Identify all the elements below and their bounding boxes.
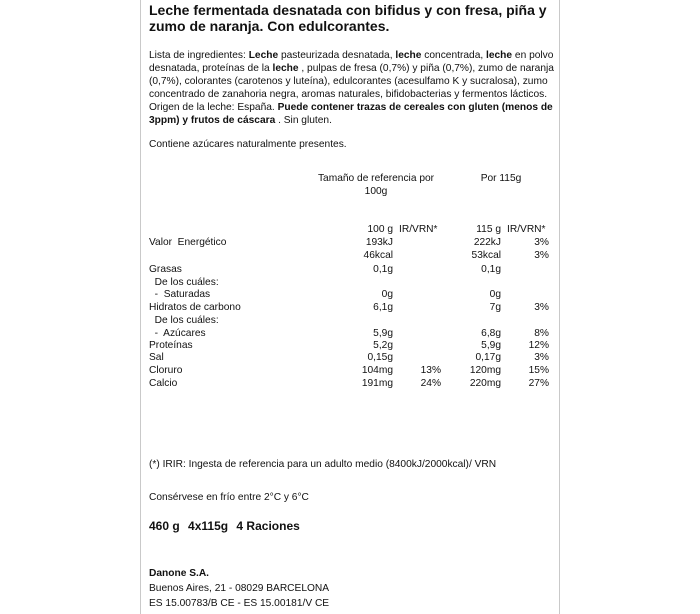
product-title: Leche fermentada desnatada con bifidus y con fresa, piña y zumo de naranja. Con edulcorantes. bbox=[149, 2, 547, 34]
ir-115g: 3% bbox=[534, 250, 549, 261]
nutrient-label: Sal bbox=[149, 352, 164, 363]
ingredient-allergen: leche bbox=[272, 63, 299, 74]
company-info bbox=[149, 566, 329, 611]
nutrient-label: Hidratos de carbono bbox=[149, 302, 241, 313]
ingredient-allergen: leche bbox=[395, 50, 422, 61]
nutrient-label: Valor Energético bbox=[149, 237, 227, 248]
ir-115g: 12% bbox=[528, 340, 549, 351]
nutrient-label: Calcio bbox=[149, 378, 178, 389]
nutrient-label: Grasas bbox=[149, 264, 182, 275]
company-name: Danone S.A. bbox=[149, 568, 210, 579]
value-115g: 5,9g bbox=[481, 340, 501, 351]
portion-header: Por 115g bbox=[480, 173, 522, 184]
ingredient-text: en polvo desnatada, proteínas de la bbox=[149, 50, 554, 74]
column-header-100g: 100 g bbox=[367, 224, 393, 235]
reference-size-header: Tamaño de referencia por 100g bbox=[317, 173, 435, 197]
ir-115g: 8% bbox=[534, 328, 549, 339]
value-115g: 53kcal bbox=[471, 250, 501, 261]
value-115g: 220mg bbox=[469, 378, 501, 389]
value-115g: 0,1g bbox=[481, 264, 501, 275]
value-100g: 0,1g bbox=[373, 264, 393, 275]
ingredient-allergen: Leche bbox=[248, 50, 279, 61]
value-115g: 120mg bbox=[469, 365, 501, 376]
ingredients-list bbox=[149, 49, 557, 127]
value-100g: 193kJ bbox=[365, 237, 393, 248]
nutrient-label: Cloruro bbox=[149, 365, 183, 376]
company-address: Buenos Aires, 21 - 08029 BARCELONA bbox=[149, 583, 330, 594]
reference-intake-note: (*) IRIR: Ingesta de referencia para un adulto medio (8400kJ/2000kcal)/ VRN bbox=[149, 459, 497, 470]
value-100g: 191mg bbox=[361, 378, 393, 389]
nutrient-label: - Azúcares bbox=[149, 328, 206, 339]
servings: 4 Raciones bbox=[236, 519, 300, 533]
ingredient-text: . Sin gluten. bbox=[275, 115, 332, 126]
ir-115g: 3% bbox=[534, 352, 549, 363]
ir-100g: 24% bbox=[420, 378, 441, 389]
value-100g: 104mg bbox=[361, 365, 393, 376]
column-header-ir-100g: IR/VRN* bbox=[399, 224, 438, 235]
ingredient-text: Lista de ingredientes: bbox=[149, 50, 249, 61]
ingredient-text: pasteurizada desnatada, bbox=[278, 50, 396, 61]
value-100g: 0,15g bbox=[367, 352, 393, 363]
value-115g: 0,17g bbox=[475, 352, 501, 363]
storage-instructions: Consérvese en frío entre 2°C y 6°C bbox=[149, 492, 309, 503]
value-115g: 0g bbox=[489, 289, 501, 300]
ingredient-allergen: Puede contener trazas de cereales con gluten (menos de 3ppm) y frutos de cáscara bbox=[149, 102, 553, 126]
value-100g: 46kcal bbox=[363, 250, 393, 261]
value-115g: 6,8g bbox=[481, 328, 501, 339]
value-100g: 5,9g bbox=[373, 328, 393, 339]
value-100g: 0g bbox=[381, 289, 393, 300]
value-115g: 7g bbox=[489, 302, 501, 313]
ir-115g: 27% bbox=[528, 378, 549, 389]
nutrient-label: Proteínas bbox=[149, 340, 193, 351]
ir-115g: 3% bbox=[534, 237, 549, 248]
nutrient-label: De los cuáles: bbox=[149, 277, 219, 288]
nutrient-label: De los cuáles: bbox=[149, 315, 219, 326]
sugars-note: Contiene azúcares naturalmente presentes. bbox=[149, 139, 347, 150]
column-header-115g: 115 g bbox=[476, 224, 501, 235]
package-info bbox=[149, 519, 305, 533]
value-115g: 222kJ bbox=[473, 237, 501, 248]
ir-100g: 13% bbox=[420, 365, 441, 376]
column-header-ir-115g: IR/VRN* bbox=[507, 224, 546, 235]
nutrient-label: - Saturadas bbox=[149, 289, 211, 300]
value-100g: 5,2g bbox=[373, 340, 393, 351]
ir-115g: 3% bbox=[534, 302, 549, 313]
ingredient-text: , pulpas de fresa (0,7%) y piña (0,7%), zumo de naranja (0,7%), colorantes (carotenos y luteína), edulcorantes (acesulfamo K y sucralosa), zumo concentrado de zanahoria negra, aromas naturales, bifidobacterias y fermentos lácticos. Origen de la leche: España. bbox=[149, 63, 554, 113]
product-label bbox=[140, 0, 560, 614]
ingredient-text: concentrada, bbox=[421, 50, 487, 61]
unit-count: 4x115g bbox=[188, 519, 229, 533]
company-registry: ES 15.00783/B CE - ES 15.00181/V CE bbox=[149, 598, 330, 609]
ir-115g: 15% bbox=[528, 365, 549, 376]
value-100g: 6,1g bbox=[373, 302, 393, 313]
ingredient-allergen: leche bbox=[486, 50, 513, 61]
net-weight: 460 g bbox=[149, 519, 180, 533]
